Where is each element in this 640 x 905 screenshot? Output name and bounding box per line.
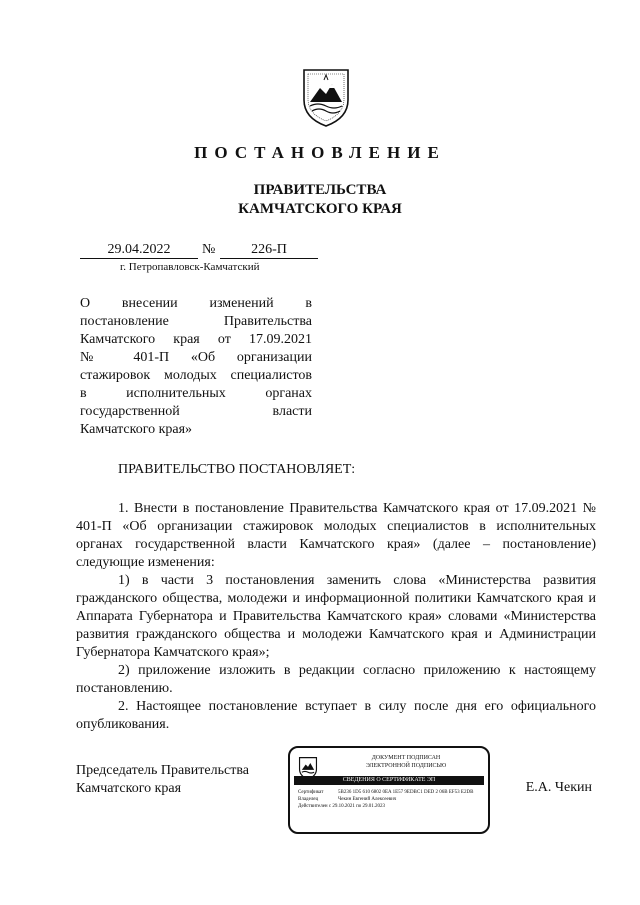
subject-line: Камчатского края» [80,422,193,437]
body-paragraph: 2. Настоящее постановление вступает в силу после дня его официального опубликования. [76,699,596,732]
document-city: г. Петропавловск-Камчатский [120,261,260,273]
signer-name: Е.А. Чекин [525,780,592,795]
signer-position [76,762,249,798]
number-label: № [202,242,216,257]
authority-line: ПРАВИТЕЛЬСТВА [253,182,387,198]
stamp-cert-label: Сертификат [298,790,324,795]
stamp-cert-value: 5B236 1D5 610 6802 0EA 1E57 9EDBC1 DED 2 06B EF53 E2DB [338,790,474,795]
stamp-owner-value: Чекин Евгений Алексеевич [338,797,397,802]
signer-position-line: Камчатского края [76,781,182,796]
signer-position-line: Председатель Правительства [76,763,249,778]
document-type-title: ПОСТАНОВЛЕНИЕ [194,143,446,162]
stamp-owner-label: Владелец [298,797,319,802]
document-body [76,500,596,734]
stamp-valid-row: Действителен с 29.10.2021 по 29.01.2023 [298,804,385,809]
stamp-title [326,754,486,770]
decree-heading: ПРАВИТЕЛЬСТВО ПОСТАНОВЛЯЕТ: [118,462,356,477]
stamp-band: СВЕДЕНИЯ О СЕРТИФИКАТЕ ЭП [294,776,484,785]
electronic-signature-stamp [288,746,490,834]
document-subject [80,295,312,439]
document-meta [80,242,318,260]
body-paragraph: 2) приложение изложить в редакции согласно приложению к настоящему постановлению. [76,663,596,696]
authority-line: КАМЧАТСКОГО КРАЯ [238,201,402,217]
kamchatka-coat-of-arms-icon [300,66,352,128]
stamp-title-line: ДОКУМЕНТ ПОДПИСАН [371,755,441,761]
issuing-authority [0,181,640,219]
subject-line: постановление Правительства [80,314,312,329]
document-date: 29.04.2022 [80,242,198,259]
subject-line: № 401-П «Об организации [80,350,312,365]
body-paragraph: 1) в части 3 постановления заменить слова «Министерства развития гражданского общества, молодежи и информационной политики Камчатского края и Аппарата Губернатора и Правительства Камчатского края» словами «Министерства развития гражданского общества и молодежи Камчатского края и Администрации Губернатора Камчатского края»; [76,573,596,660]
stamp-owner-row [298,797,396,803]
document-number: 226-П [220,242,318,259]
stamp-title-line: ЭЛЕКТРОННОЙ ПОДПИСЬЮ [365,763,447,769]
body-paragraph: 1. Внести в постановление Правительства Камчатского края от 17.09.2021 № 401-П «Об организации стажировок молодых специалистов в исполнительных органах государственной власти Камчатского края» (далее – постановление) следующие изменения: [76,501,596,570]
subject-line: государственной власти [80,404,312,419]
subject-line: стажировок молодых специалистов [80,368,312,383]
stamp-cert-row [298,790,473,796]
subject-line: в исполнительных органах [80,386,312,401]
subject-line: Камчатского края от 17.09.2021 [80,332,312,347]
subject-line: О внесении изменений в [80,296,312,311]
